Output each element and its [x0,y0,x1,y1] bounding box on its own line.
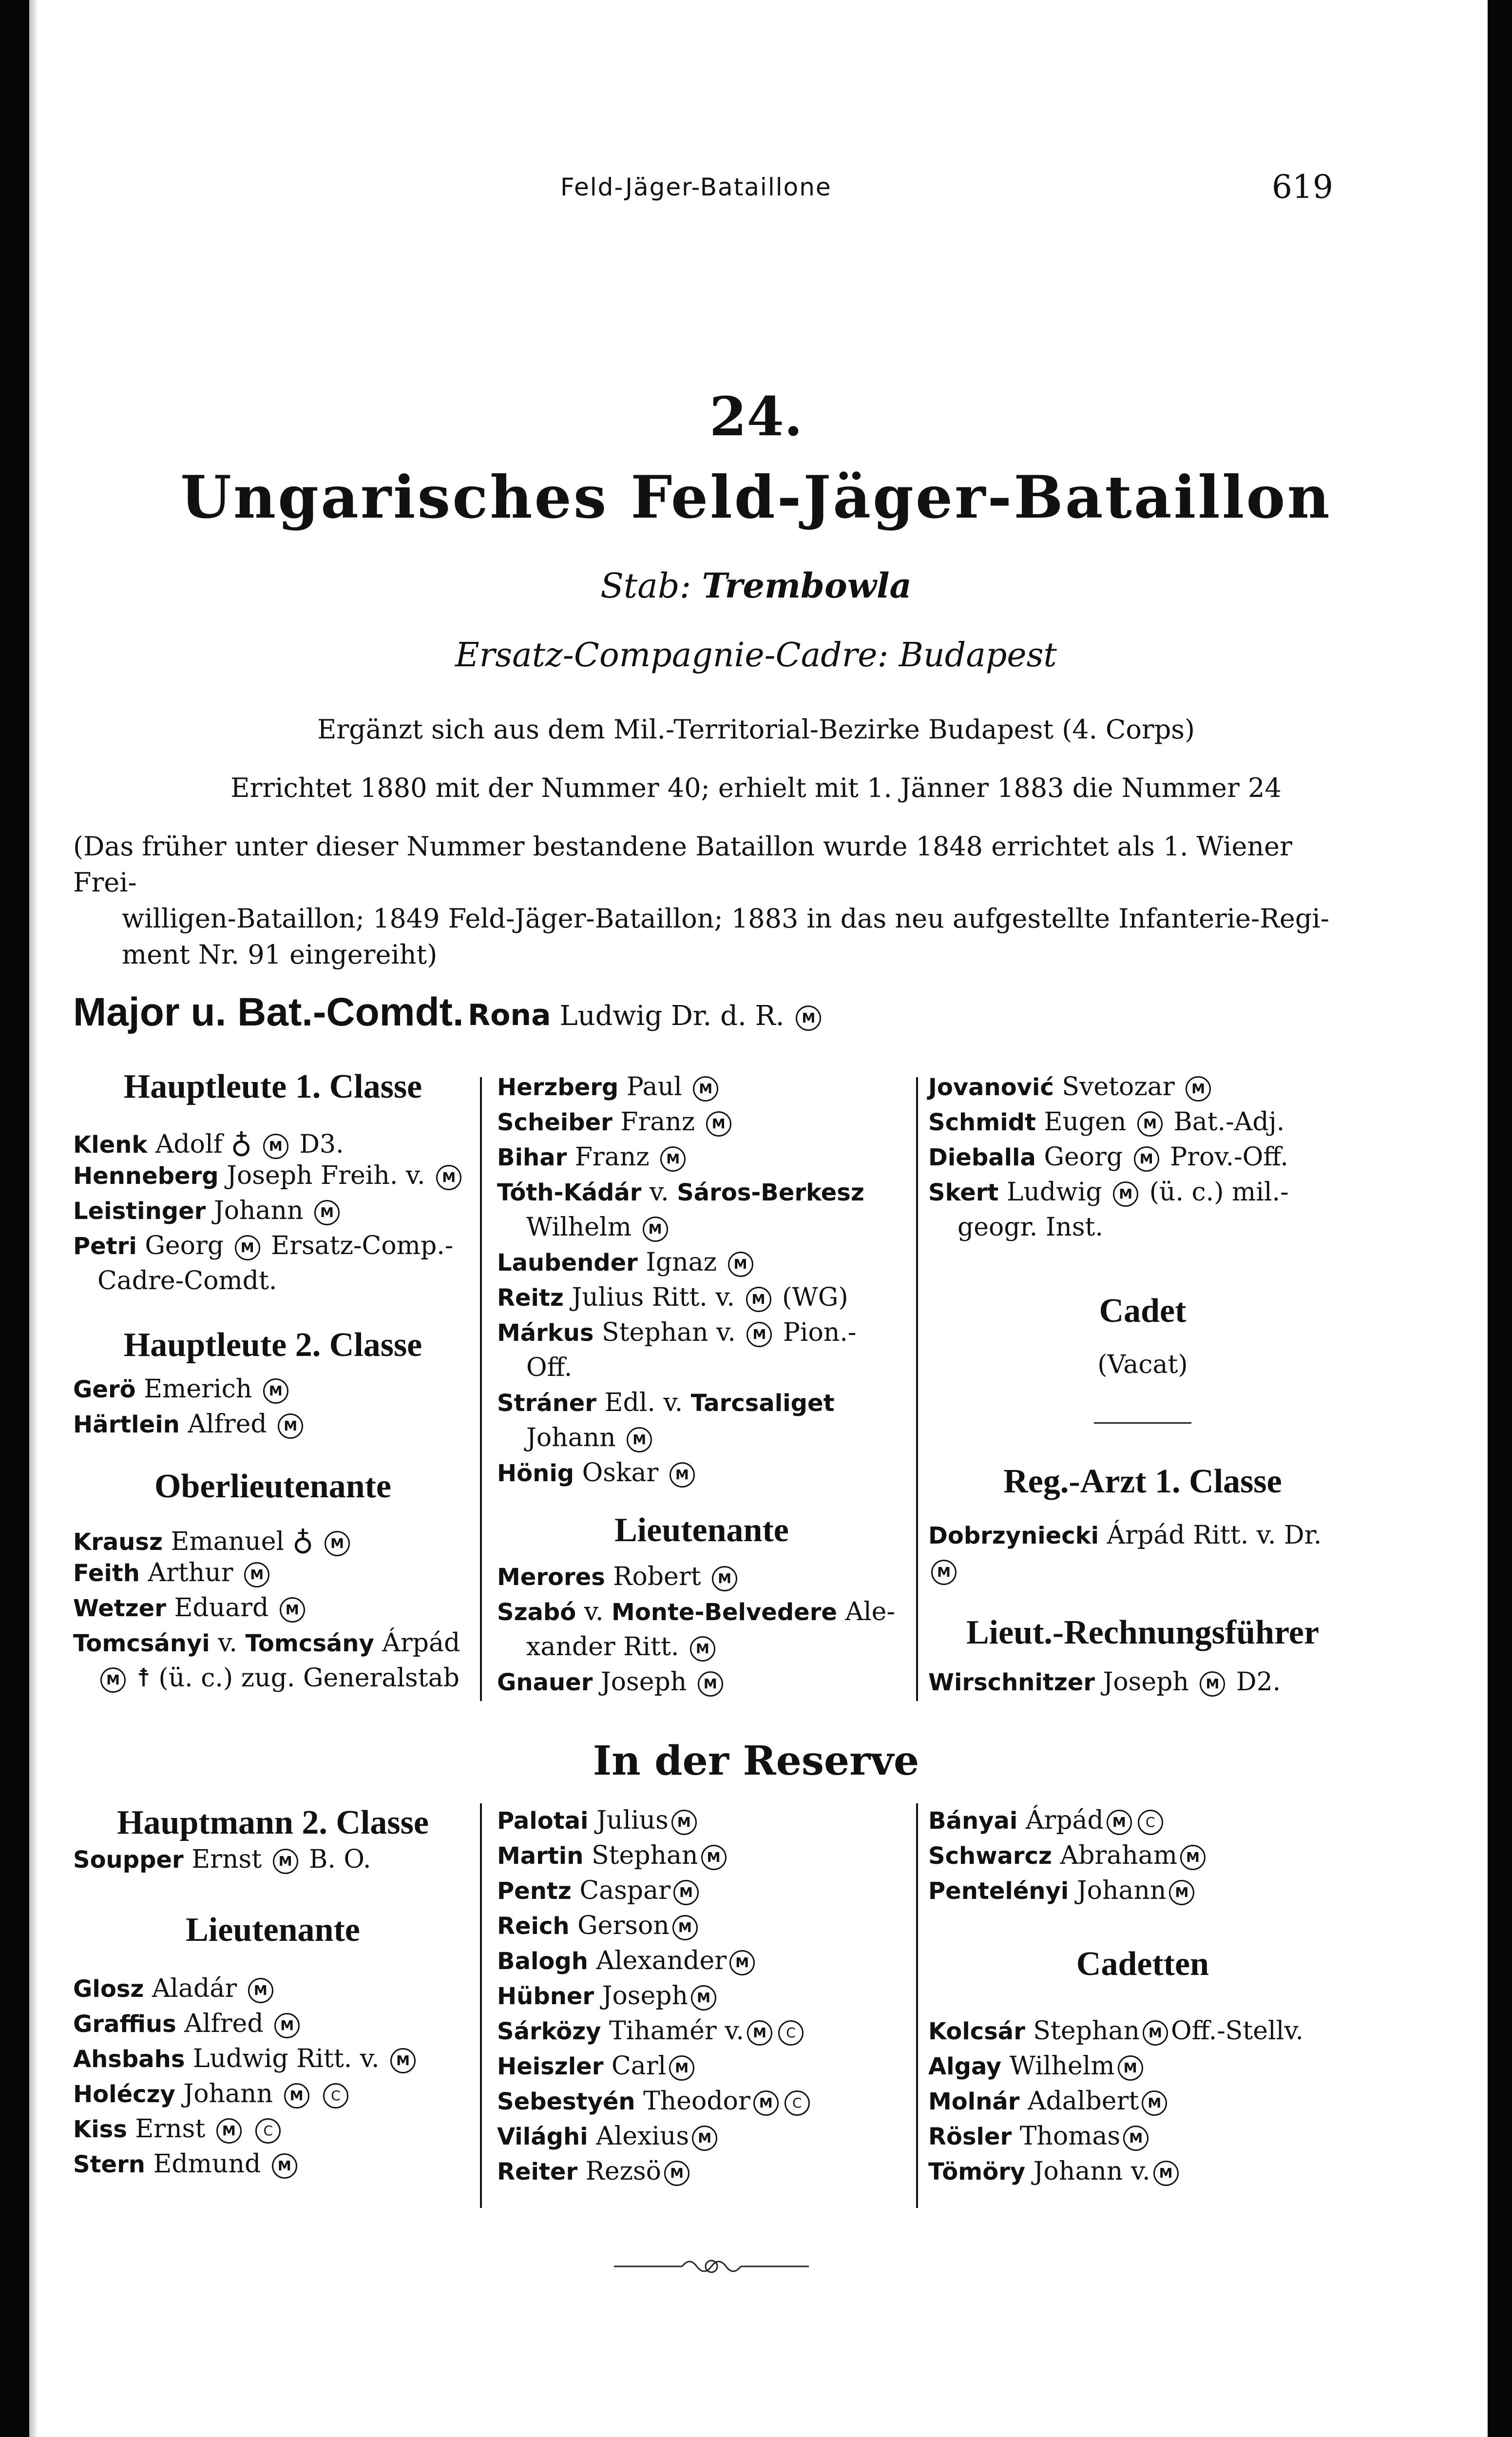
list-item: Schwarcz Abraham M [928,1841,1208,1870]
list-item: Tóth-Kádár v. Sáros-Berkesz [497,1178,864,1207]
c-badge-icon: C [255,2118,281,2144]
list-item: Heiszler Carl M [497,2051,697,2081]
major-label: Major u. Bat.-Comdt. [73,990,464,1034]
m-badge-icon: M [235,1235,260,1260]
m-badge-icon: M [1169,1880,1194,1905]
list-item: Skert Ludwig M (ü. c.) mil.- [928,1178,1289,1207]
list-item-continuation: M ☨ (ü. c.) zug. Generalstab [97,1663,459,1693]
list-item: Molnár Adalbert M [928,2087,1170,2116]
heading-rechnungsfuehrer: Lieut.-Rechnungsführer [966,1614,1320,1651]
list-item: Bányai Árpád M C [928,1806,1166,1835]
list-item: Stern Edmund M [73,2149,300,2179]
scan-edge-right [1488,0,1512,2437]
m-badge-icon: M [1137,1111,1163,1137]
list-item: Herzberg Paul M [497,1072,721,1102]
m-badge-icon: M [728,1252,753,1277]
list-item: Härtlein Alfred M [73,1410,306,1439]
heading-cadetten: Cadetten [1076,1945,1209,1983]
reserve-heading: In der Reserve [593,1738,919,1784]
m-badge-icon: M [643,1217,668,1242]
m-badge-icon: M [1180,1845,1206,1870]
m-badge-icon: M [698,1671,723,1697]
m-badge-icon: M [746,1322,772,1347]
m-badge-icon: M [691,1985,716,2011]
list-item: Holéczy Johann M C [73,2079,351,2108]
heading-hauptleute-2: Hauptleute 2. Classe [123,1326,422,1364]
m-badge-icon: M [746,1287,771,1312]
list-item-continuation: geogr. Inst. [957,1213,1103,1242]
list-item: Henneberg Joseph Freih. v. M [73,1161,464,1190]
m-badge-icon: M [248,1978,273,2003]
list-item: Schmidt Eugen M Bat.-Adj. [928,1107,1285,1137]
m-badge-icon: M [931,1560,957,1585]
list-item: Világhi Alexius M [497,2122,720,2151]
list-item: Bihar Franz M [497,1142,689,1172]
list-item: Glosz Aladár M [73,1974,276,2003]
column-divider [916,1803,918,2208]
list-item: Hübner Joseph M [497,1981,719,2011]
m-badge-icon: M [272,2153,297,2179]
list-item: Scheiber Franz M [497,1107,734,1137]
m-badge-icon: M [274,2013,300,2038]
list-item: Tomcsányi v. Tomcsány Árpád [73,1628,460,1658]
column-divider [480,1803,482,2208]
cross-icon: ☨ [136,1663,151,1693]
list-item: Soupper Ernst M B. O. [73,1845,371,1874]
m-badge-icon: M [314,1200,340,1225]
history-line: willigen-Bataillon; 1849 Feld-Jäger-Bataillon; 1883 in das neu aufgestellte Infanterie-Regi- [122,903,1329,934]
m-badge-icon: M [669,2055,694,2081]
m-badge-icon: M [701,1845,727,1870]
ersatz-line: Ersatz-Compagnie-Cadre: Budapest [455,636,1057,675]
m-badge-icon: M [673,1880,699,1905]
list-item: Rösler Thomas M [928,2122,1151,2151]
m-badge-icon: M [278,1413,303,1439]
list-item: Palotai Julius M [497,1806,700,1835]
m-badge-icon: M [753,2090,779,2116]
list-item: Petri Georg M Ersatz-Comp.- [73,1231,454,1260]
list-item: Leistinger Johann M [73,1196,343,1225]
m-badge-icon: M [692,2126,717,2151]
m-badge-icon: M [693,1076,718,1102]
m-badge-icon: M [244,1562,269,1587]
m-badge-icon: M [1123,2126,1148,2151]
m-badge-icon: M [672,1915,698,1940]
page-number: 619 [1272,168,1333,206]
list-item: Gnauer Joseph M [497,1667,726,1697]
list-item: Sebestyén Theodor M C [497,2087,813,2116]
list-item: Martin Stephan M [497,1841,729,1870]
list-item-continuation: Cadre-Comdt. [97,1266,277,1296]
history-paragraph [73,829,1330,973]
list-item: Feith Arthur M [73,1558,272,1587]
heading-hauptmann-2: Hauptmann 2. Classe [117,1804,429,1841]
list-item: Reiter Rezsö M [497,2157,692,2186]
list-item: Hönig Oskar M [497,1458,698,1488]
list-item: Algay Wilhelm M [928,2051,1146,2081]
ergaenzt-line: Ergänzt sich aus dem Mil.-Territorial-Bezirke Budapest (4. Corps) [317,714,1195,745]
list-item: Pentelényi Johann M [928,1876,1197,1905]
m-badge-icon: M [712,1566,737,1591]
c-badge-icon: C [785,2090,810,2116]
heading-reserve-lieutenante: Lieutenante [186,1911,360,1949]
column-divider [916,1077,918,1701]
list-item: Márkus Stephan v. M Pion.- [497,1318,857,1347]
m-badge-icon: M [1118,2055,1143,2081]
m-badge-icon: M [273,1849,298,1874]
list-item-continuation: Johann M [526,1423,655,1452]
major-surname: Rona [468,998,551,1032]
running-title: Feld-Jäger-Bataillone [560,173,832,201]
stab-line [0,565,1512,606]
c-badge-icon: C [323,2083,348,2108]
list-item: Balogh Alexander M [497,1946,758,1975]
list-item: Jovanović Svetozar M [928,1072,1214,1102]
column-divider [480,1077,482,1701]
list-item: Klenk Adolf ♁ M D3. [73,1126,344,1160]
errichtet-line: Errichtet 1880 mit der Nummer 40; erhielt mit 1. Jänner 1883 die Nummer 24 [230,773,1282,803]
major-rest: Ludwig Dr. d. R. [559,1000,785,1032]
decoration-icon: ♁ [230,1126,252,1160]
list-item: Szabó v. Monte-Belvedere Ale- [497,1597,896,1626]
list-item: Merores Robert M [497,1562,740,1591]
list-item: Sárközy Tihamér v. M C [497,2016,806,2046]
history-line: ment Nr. 91 eingereiht) [122,939,438,970]
list-item: Reitz Julius Ritt. v. M (WG) [497,1283,848,1312]
list-item: Dobrzyniecki Árpád Ritt. v. Dr. [928,1521,1322,1550]
m-badge-icon: M [747,2020,772,2046]
section-rule [1094,1422,1191,1424]
c-badge-icon: C [778,2020,804,2046]
list-item: Graffius Alfred M [73,2009,303,2038]
m-badge-icon: M [1143,2020,1168,2046]
end-ornament [614,2252,809,2281]
heading-cadet: Cadet [1099,1292,1187,1330]
list-item-continuation: Wilhelm M [526,1213,671,1242]
heading-reg-arzt: Reg.-Arzt 1. Classe [1003,1463,1282,1500]
m-badge-icon: M [1153,2161,1179,2186]
list-item: Pentz Caspar M [497,1876,702,1905]
m-badge-icon: M [1113,1181,1138,1207]
m-badge-icon: M [706,1111,731,1137]
m-badge-icon: M [436,1165,461,1190]
m-badge-icon: M [1134,1146,1159,1172]
m-badge-icon: M [671,1810,697,1835]
m-badge-icon: M [216,2118,242,2144]
heading-hauptleute-1: Hauptleute 1. Classe [123,1068,422,1105]
list-item-continuation [928,1556,959,1585]
page-fold-shadow [29,0,38,2437]
list-item: Krausz Emanuel ♁ M [73,1523,353,1557]
list-item: Wirschnitzer Joseph M D2. [928,1667,1281,1697]
m-badge-icon: M [1142,2090,1167,2116]
m-badge-icon: M [670,1462,695,1488]
list-item: Tömöry Johann v. M [928,2157,1182,2186]
unit-title: Ungarisches Feld-Jäger-Bataillon [180,463,1332,532]
m-badge-icon: M [263,1378,288,1404]
heading-lieutenante: Lieutenante [614,1511,789,1549]
list-item: Stráner Edl. v. Tarcsaliget [497,1388,835,1417]
m-badge-icon: M [390,2048,416,2073]
heading-oberlieutenante: Oberlieutenante [154,1468,392,1505]
m-badge-icon: M [1200,1671,1225,1697]
stab-place: Trembowla [702,565,912,606]
vacat-note: (Vacat) [1097,1350,1188,1379]
m-badge-icon: M [729,1950,755,1975]
m-badge-icon: M [100,1667,126,1693]
list-item: Laubender Ignaz M [497,1248,756,1277]
list-item-continuation: Off. [526,1353,573,1382]
m-badge-icon: M [660,1146,686,1172]
list-item: Kiss Ernst M C [73,2114,284,2144]
history-line: (Das früher unter dieser Nummer bestandene Bataillon wurde 1848 errichtet als 1. Wiener Frei- [73,831,1292,898]
m-badge-icon: M [796,1006,821,1031]
c-badge-icon: C [1138,1810,1163,1835]
list-item: Dieballa Georg M Prov.-Off. [928,1142,1288,1172]
unit-number: 24. [709,385,803,448]
list-item: Kolcsár Stephan M Off.-Stellv. [928,2016,1304,2046]
scan-edge-left [0,0,29,2437]
major-name [468,998,824,1032]
list-item-continuation: xander Ritt. M [526,1632,718,1662]
m-badge-icon: M [690,1636,715,1662]
m-badge-icon: M [263,1134,288,1159]
list-item: Wetzer Eduard M [73,1593,308,1623]
m-badge-icon: M [627,1427,652,1452]
m-badge-icon: M [1186,1076,1211,1102]
stab-label: Stab: [600,566,691,606]
list-item: Gerö Emerich M [73,1374,291,1404]
m-badge-icon: M [325,1531,350,1556]
m-badge-icon: M [280,1597,305,1623]
decoration-icon: ♁ [292,1523,314,1557]
list-item: Reich Gerson M [497,1911,701,1940]
list-item: Ahsbahs Ludwig Ritt. v. M [73,2044,419,2073]
m-badge-icon: M [1107,1810,1132,1835]
m-badge-icon: M [284,2083,309,2108]
m-badge-icon: M [664,2161,689,2186]
